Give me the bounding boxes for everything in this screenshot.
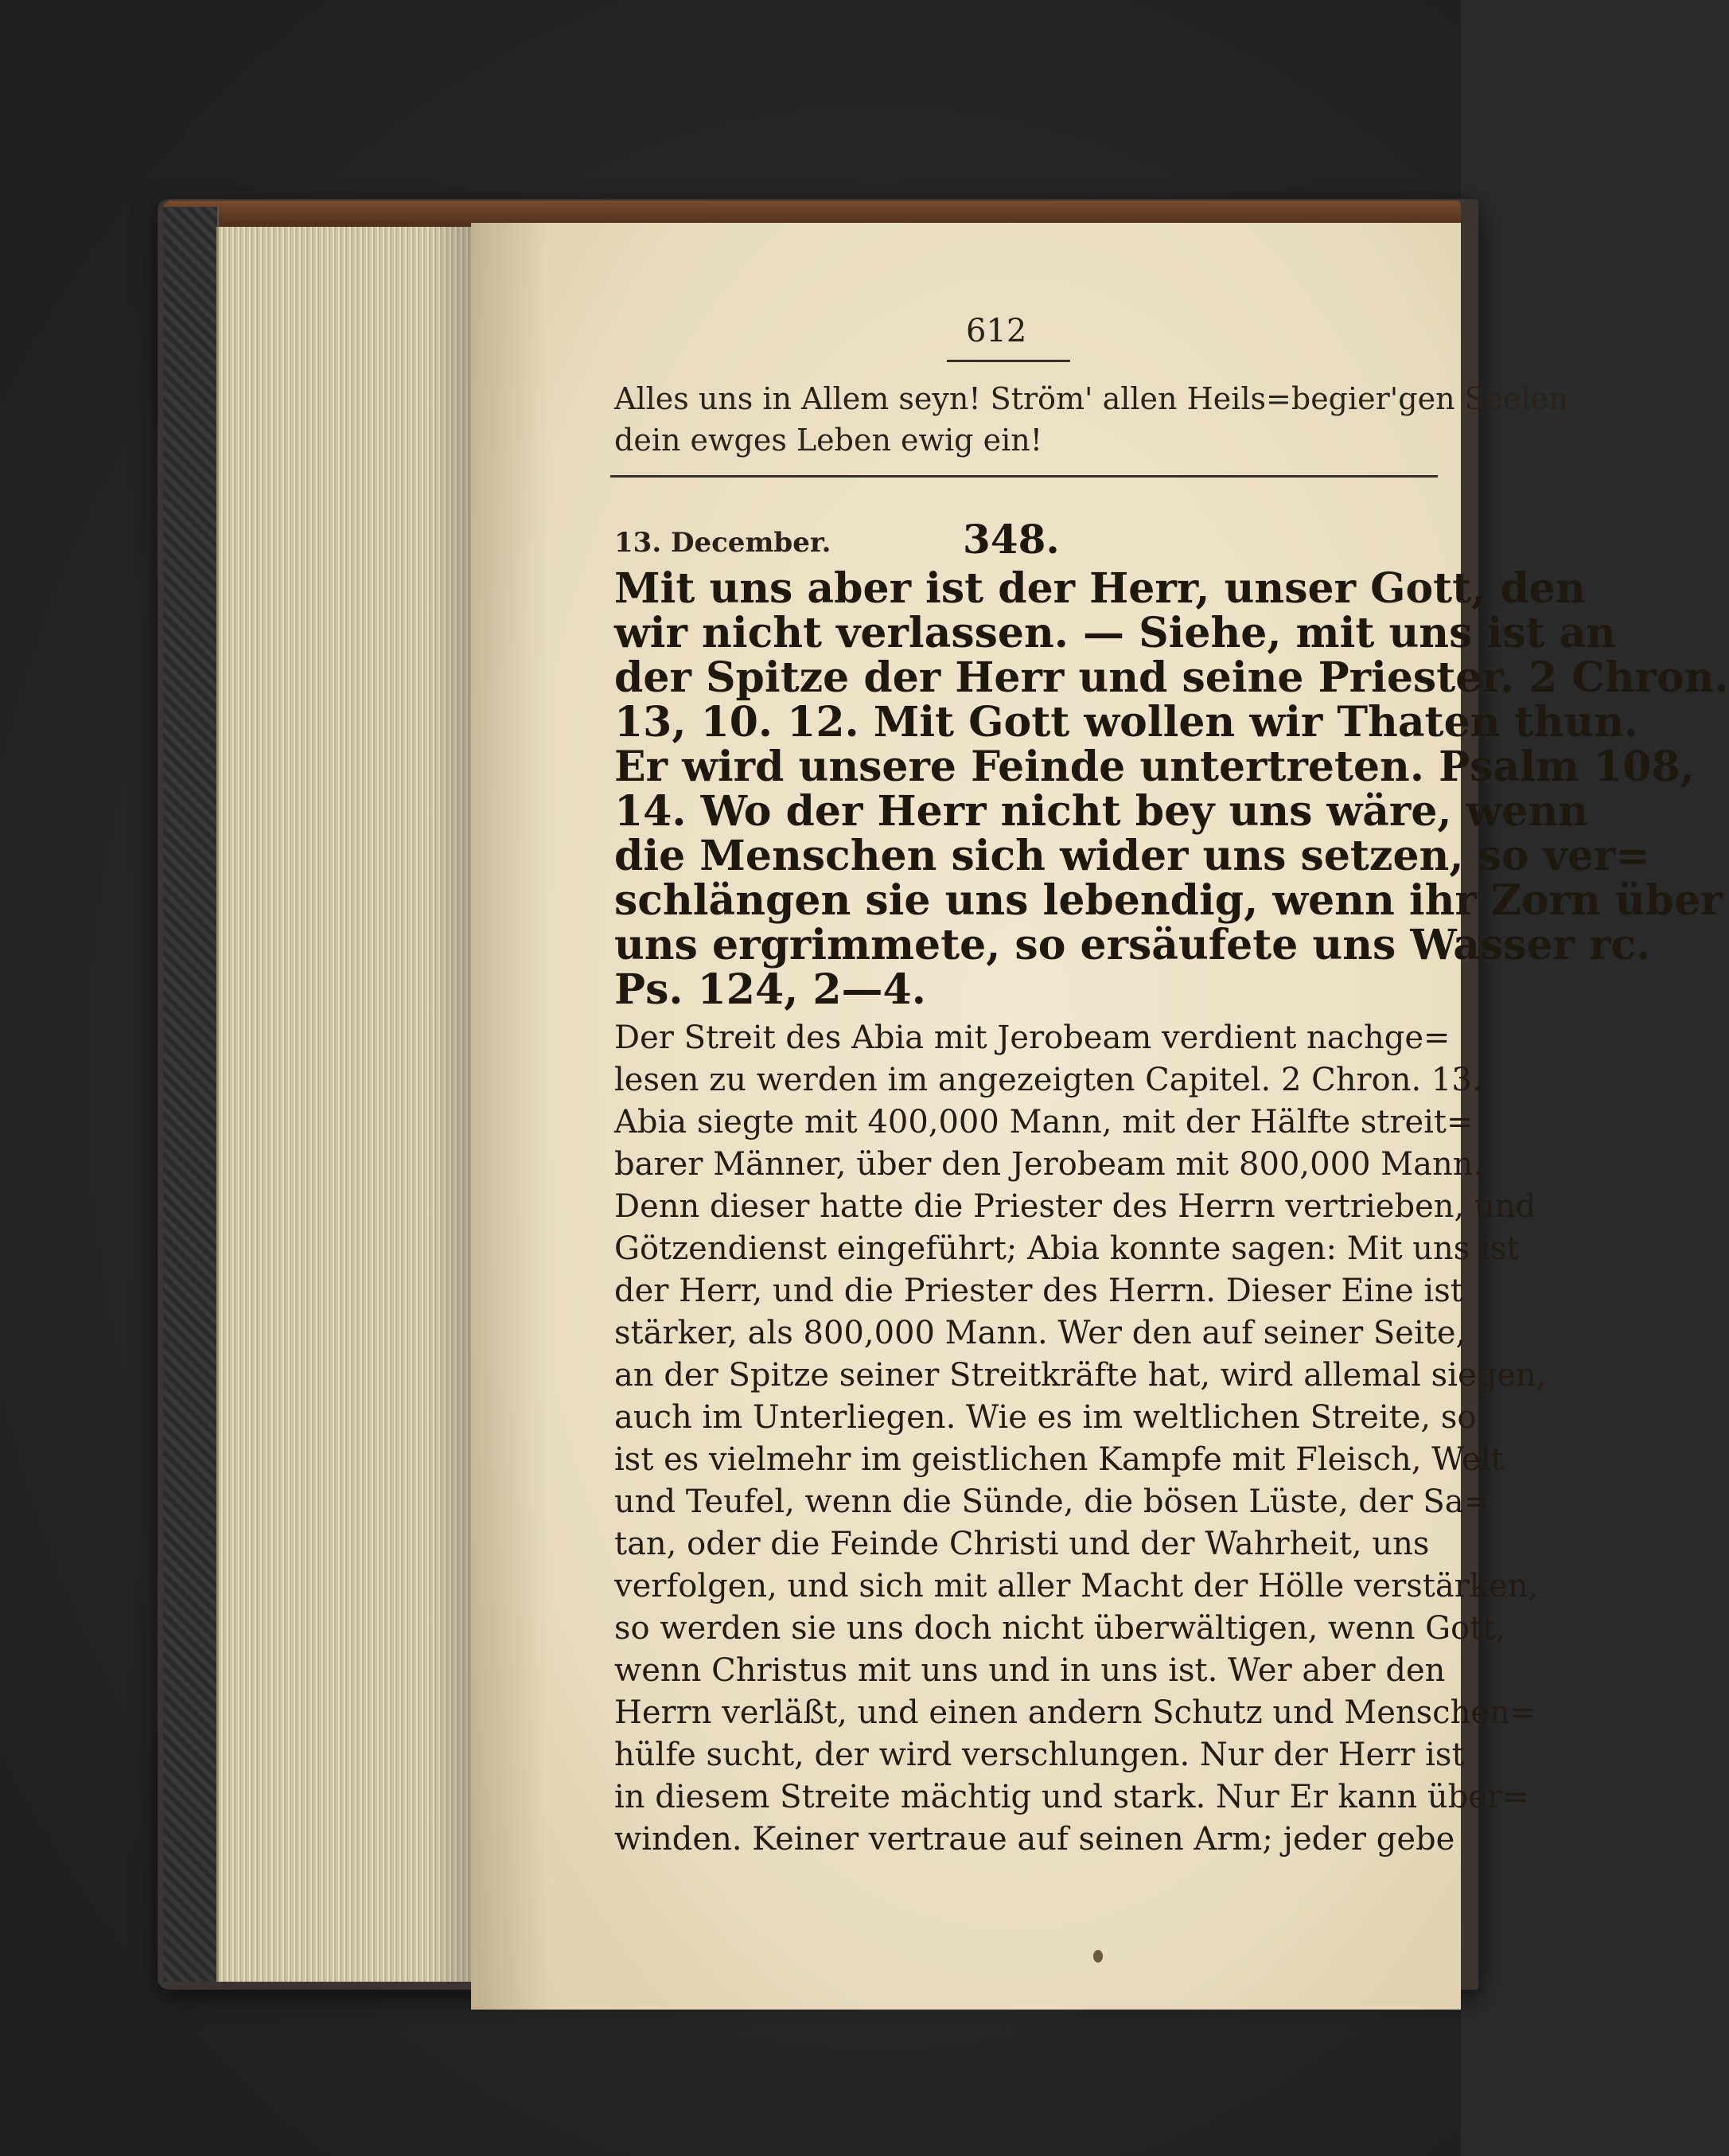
- body-line: ist es vielmehr im geistlichen Kampfe mit Fleisch, Welt: [614, 1441, 1504, 1478]
- ink-spot: [1093, 1950, 1103, 1963]
- body-line: in diesem Streite mächtig und stark. Nur Er kann über=: [614, 1779, 1529, 1815]
- page-number: 612: [966, 313, 1027, 349]
- entry-date: 13. December.: [614, 527, 831, 559]
- verse-line: Mit uns aber ist der Herr, unser Gott, den: [614, 564, 1586, 613]
- body-line: stärker, als 800,000 Mann. Wer den auf seiner Seite,: [614, 1315, 1466, 1351]
- hymn-line: dein ewges Leben ewig ein!: [614, 423, 1042, 458]
- body-line: Abia siegte mit 400,000 Mann, mit der Hälfte streit=: [614, 1104, 1474, 1140]
- body-line: an der Spitze seiner Streitkräfte hat, wird allemal siegen,: [614, 1357, 1547, 1394]
- body-line: lesen zu werden im angezeigten Capitel. 2 Chron. 13.: [614, 1062, 1482, 1098]
- body-line: winden. Keiner vertraue auf seinen Arm; jeder gebe: [614, 1821, 1455, 1858]
- section-divider: [610, 475, 1438, 478]
- verse-line: die Menschen sich wider uns setzen, so ver=: [614, 832, 1650, 880]
- body-line: und Teufel, wenn die Sünde, die bösen Lüste, der Sa=: [614, 1483, 1491, 1520]
- book-spine: [163, 207, 219, 1982]
- verse-line: der Spitze der Herr und seine Priester. 2 Chron.: [614, 653, 1729, 702]
- verse-line: 13, 10. 12. Mit Gott wollen wir Thaten thun.: [614, 698, 1639, 747]
- body-line: verfolgen, und sich mit aller Macht der Hölle verstärken,: [614, 1568, 1539, 1604]
- body-line: hülfe sucht, der wird verschlungen. Nur der Herr ist: [614, 1737, 1465, 1773]
- body-line: Denn dieser hatte die Priester des Herrn vertrieben, und: [614, 1188, 1536, 1225]
- body-line: auch im Unterliegen. Wie es im weltlichen Streite, so: [614, 1399, 1477, 1436]
- body-line: tan, oder die Feinde Christi und der Wahrheit, uns: [614, 1526, 1430, 1562]
- verse-line: wir nicht verlassen. — Siehe, mit uns ist an: [614, 609, 1617, 657]
- body-line: der Herr, und die Priester des Herrn. Dieser Eine ist: [614, 1273, 1463, 1309]
- verse-line: Ps. 124, 2—4.: [614, 965, 926, 1014]
- body-line: Götzendienst eingeführt; Abia konnte sagen: Mit uns ist: [614, 1230, 1520, 1267]
- body-line: Herrn verläßt, und einen andern Schutz und Menschen=: [614, 1694, 1537, 1731]
- body-line: barer Männer, über den Jerobeam mit 800,000 Mann.: [614, 1146, 1484, 1183]
- page-edges-shadow: [430, 227, 471, 1982]
- body-line: Der Streit des Abia mit Jerobeam verdient nachge=: [614, 1020, 1451, 1056]
- verse-line: Er wird unsere Feinde untertreten. Psalm 108,: [614, 743, 1695, 791]
- verse-line: 14. Wo der Herr nicht bey uns wäre, wenn: [614, 787, 1589, 836]
- body-line: so werden sie uns doch nicht überwältigen, wenn Gott,: [614, 1610, 1506, 1647]
- body-line: wenn Christus mit uns und in uns ist. Wer aber den: [614, 1652, 1446, 1689]
- verse-line: schlängen sie uns lebendig, wenn ihr Zorn über: [614, 876, 1723, 925]
- hymn-line: Alles uns in Allem seyn! Ström' allen Heils=begier'gen Seelen: [614, 381, 1568, 416]
- page-number-rule: [947, 360, 1070, 362]
- verse-line: uns ergrimmete, so ersäufete uns Wasser rc.: [614, 921, 1651, 969]
- entry-number: 348.: [963, 516, 1060, 563]
- book-page: [471, 223, 1729, 2010]
